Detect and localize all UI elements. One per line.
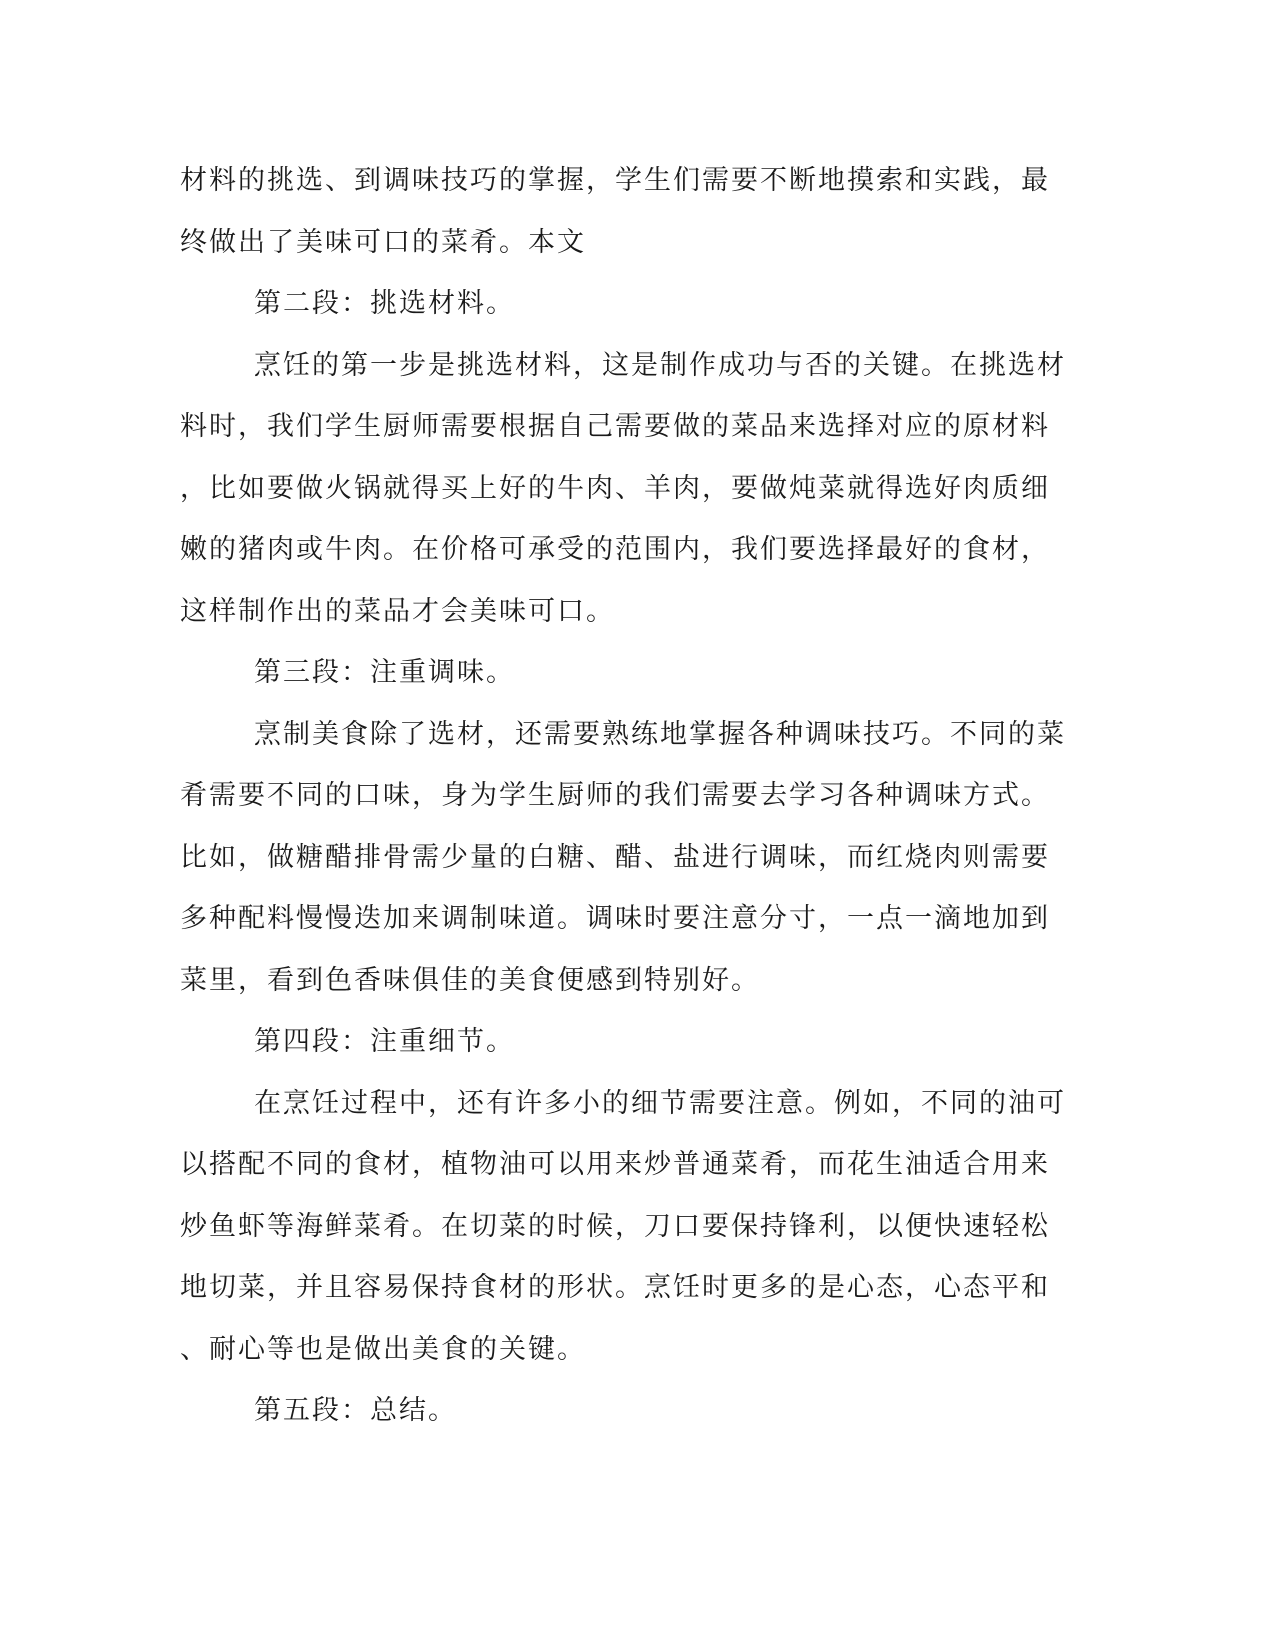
body-paragraph — [180, 1073, 1066, 1381]
document-body — [180, 150, 1066, 1442]
paragraph-line: 肴需要不同的口味，身为学生厨师的我们需要去学习各种调味方式。 — [180, 780, 1050, 811]
section-heading — [180, 1380, 1040, 1442]
paragraph-line: 烹制美食除了选材，还需要熟练地掌握各种调味技巧。不同的菜 — [254, 718, 1066, 750]
section-heading — [180, 273, 1040, 335]
paragraph-line: 在烹饪过程中，还有许多小的细节需要注意。例如，不同的油可 — [254, 1087, 1066, 1119]
paragraph-line: 炒鱼虾等海鲜菜肴。在切菜的时候，刀口要保持锋利，以便快速轻松 — [180, 1210, 1050, 1242]
paragraph-line: 比如，做糖醋排骨需少量的白糖、醋、盐进行调味，而红烧肉则需要 — [180, 841, 1050, 873]
body-paragraph — [180, 150, 1050, 273]
paragraph-line: 、耐心等也是做出美食的关键。 — [180, 1333, 586, 1365]
heading-text: 第四段：注重细节。 — [254, 1026, 515, 1057]
paragraph-line: 料时，我们学生厨师需要根据自己需要做的菜品来选择对应的原材料 — [180, 411, 1050, 442]
paragraph-line: 这样制作出的菜品才会美味可口。 — [180, 595, 615, 627]
body-paragraph — [180, 704, 1066, 1012]
paragraph-line: 材料的挑选、到调味技巧的掌握，学生们需要不断地摸索和实践，最 — [180, 165, 1050, 196]
heading-text: 第五段：总结。 — [254, 1395, 457, 1426]
paragraph-line: 地切菜，并且容易保持食材的形状。烹饪时更多的是心态，心态平和 — [180, 1272, 1050, 1303]
body-paragraph — [180, 335, 1066, 643]
section-heading — [180, 1011, 1040, 1073]
paragraph-line: 以搭配不同的食材，植物油可以用来炒普通菜肴，而花生油适合用来 — [180, 1149, 1050, 1180]
paragraph-line: 多种配料慢慢迭加来调制味道。调味时要注意分寸，一点一滴地加到 — [180, 903, 1050, 934]
section-heading — [180, 642, 1040, 704]
paragraph-line: ，比如要做火锅就得买上好的牛肉、羊肉，要做炖菜就得选好肉质细 — [180, 472, 1050, 504]
heading-text: 第二段：挑选材料。 — [254, 288, 515, 319]
paragraph-line: 菜里，看到色香味俱佳的美食便感到特别好。 — [180, 964, 760, 996]
paragraph-line: 嫩的猪肉或牛肉。在价格可承受的范围内，我们要选择最好的食材， — [180, 534, 1050, 565]
paragraph-line: 终做出了美味可口的菜肴。本文 — [180, 226, 586, 258]
paragraph-line: 烹饪的第一步是挑选材料，这是制作成功与否的关键。在挑选材 — [254, 349, 1066, 381]
heading-text: 第三段：注重调味。 — [254, 657, 515, 688]
